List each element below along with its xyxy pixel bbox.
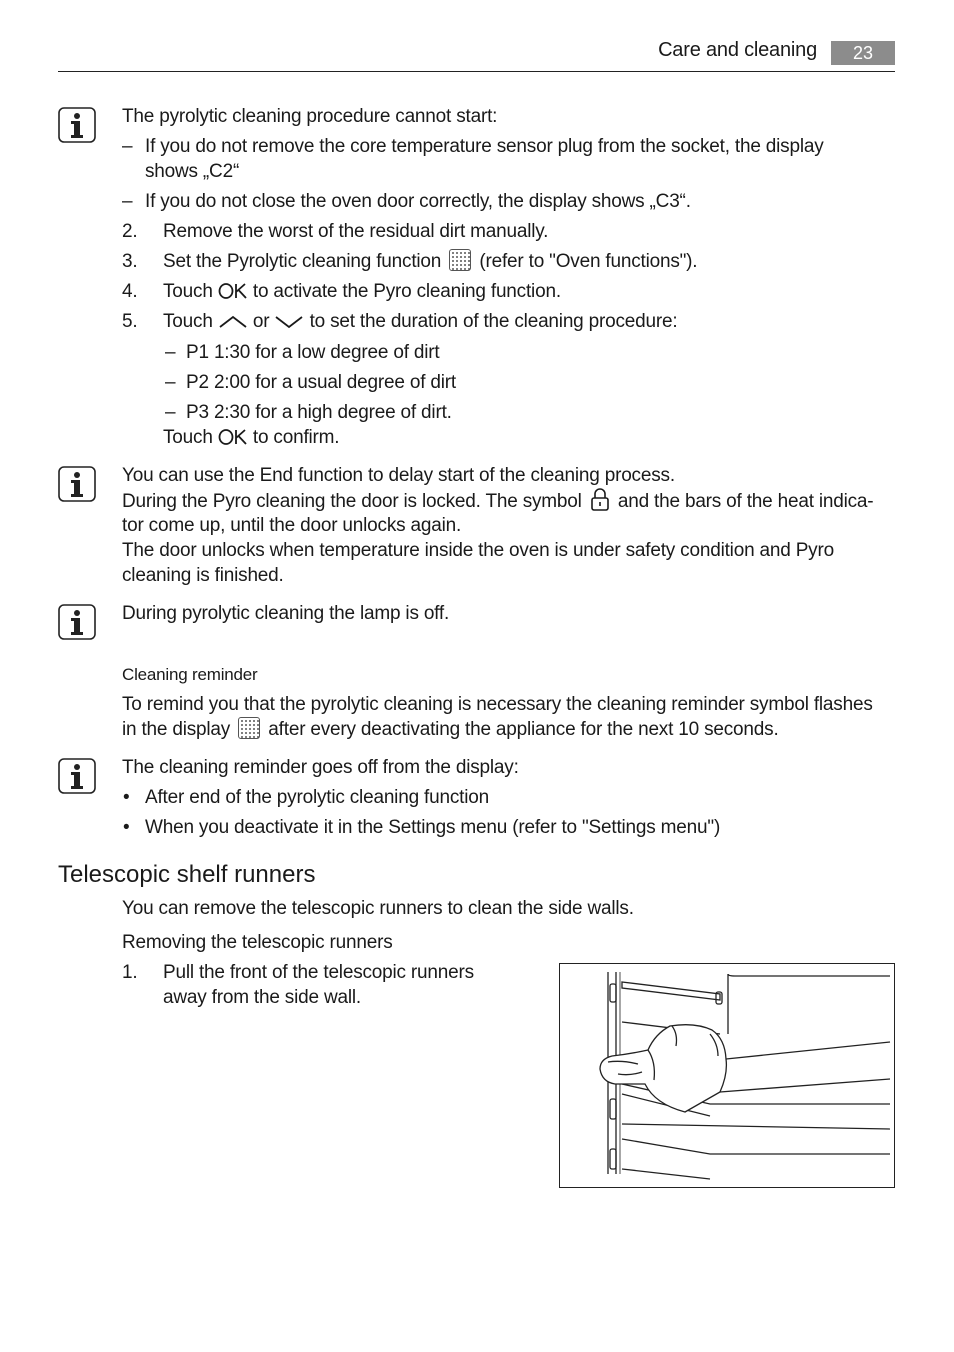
- program-item: [186, 370, 456, 395]
- telescopic-runner-illustration: [559, 963, 895, 1188]
- body-text: [122, 717, 779, 742]
- step-text-part: Set the Pyrolytic cleaning function: [163, 251, 442, 272]
- step-text: [163, 249, 697, 274]
- step-number: 1.: [122, 962, 138, 983]
- step-text-part: to activate the Pyro cleaning function.: [252, 281, 561, 302]
- program-code: P2: [186, 372, 209, 393]
- info-icon: [58, 466, 96, 502]
- program-text: 2:30 for a high degree of dirt.: [213, 402, 452, 423]
- note-text: You can use the End function to delay start of the cleaning process.: [122, 465, 675, 486]
- confirm-text: [163, 425, 339, 450]
- dash: –: [122, 136, 133, 157]
- dash: –: [165, 372, 176, 393]
- pyro-display-icon: [238, 717, 260, 739]
- chevron-down-icon: [274, 314, 304, 330]
- step-text: [163, 309, 677, 334]
- step-text: Pull the front of the telescopic runners: [163, 962, 474, 983]
- note-text: tor come up, until the door unlocks again.: [122, 515, 462, 536]
- program-text: 1:30 for a low degree of dirt: [213, 342, 440, 363]
- dash: –: [165, 342, 176, 363]
- step-number: 2.: [122, 221, 138, 242]
- note-text: During pyrolytic cleaning the lamp is off.: [122, 603, 450, 624]
- lock-icon: [590, 488, 610, 512]
- ok-icon: [218, 428, 248, 446]
- note-text: cleaning is finished.: [122, 565, 284, 586]
- step-text-part: Touch: [163, 427, 213, 448]
- list-item: After end of the pyrolytic cleaning function: [145, 787, 489, 808]
- subheading: Cleaning reminder: [122, 665, 258, 684]
- page-number: 23: [831, 41, 895, 65]
- info-icon: [58, 758, 96, 794]
- program-item: [186, 400, 452, 425]
- bullet: •: [123, 817, 130, 838]
- step-text: Remove the worst of the residual dirt manually.: [163, 221, 549, 242]
- info-icon: [58, 107, 96, 143]
- note-heading: The pyrolytic cleaning procedure cannot start:: [122, 106, 498, 127]
- program-code: P3: [186, 402, 209, 423]
- step-text-part: to confirm.: [252, 427, 340, 448]
- section-heading: Telescopic shelf runners: [58, 861, 316, 888]
- body-text: To remind you that the pyrolytic cleaning is necessary the cleaning reminder symbol flashes: [122, 694, 873, 715]
- program-item: [186, 340, 439, 365]
- body-text-part: in the display: [122, 719, 231, 740]
- ok-icon: [218, 282, 248, 300]
- step-text-part: to set the duration of the cleaning procedure:: [309, 311, 678, 332]
- note-text-part: and the bars of the heat indica-: [617, 491, 874, 512]
- chevron-up-icon: [218, 314, 248, 330]
- body-text: You can remove the telescopic runners to clean the side walls.: [122, 898, 634, 919]
- header-section-title: Care and cleaning: [658, 39, 817, 61]
- step-text: [163, 279, 561, 304]
- bullet: •: [123, 787, 130, 808]
- dash: –: [122, 191, 133, 212]
- step-number: 3.: [122, 251, 138, 272]
- subheading: Removing the telescopic runners: [122, 932, 393, 953]
- step-number: 5.: [122, 311, 138, 332]
- note-text-part: During the Pyro cleaning the door is locked. The symbol: [122, 491, 582, 512]
- pyro-display-icon: [449, 249, 471, 271]
- note-text: The door unlocks when temperature inside the oven is under safety condition and Pyro: [122, 540, 834, 561]
- note-text: [122, 488, 873, 514]
- note-heading: The cleaning reminder goes off from the display:: [122, 757, 519, 778]
- step-text-part: (refer to "Oven functions").: [479, 251, 698, 272]
- header-rule: [58, 71, 895, 72]
- list-item: shows „C2“: [145, 161, 240, 182]
- step-text-part: Touch: [163, 281, 213, 302]
- body-text-part: after every deactivating the appliance for the next 10 seconds.: [268, 719, 779, 740]
- list-item: If you do not remove the core temperature sensor plug from the socket, the display: [145, 136, 824, 157]
- program-text: 2:00 for a usual degree of dirt: [213, 372, 456, 393]
- step-number: 4.: [122, 281, 138, 302]
- info-icon: [58, 604, 96, 640]
- program-code: P1: [186, 342, 209, 363]
- step-text: away from the side wall.: [163, 987, 361, 1008]
- step-text-part: Touch: [163, 311, 213, 332]
- list-item: If you do not close the oven door correctly, the display shows „C3“.: [145, 191, 691, 212]
- step-text-part: or: [252, 311, 270, 332]
- list-item: When you deactivate it in the Settings menu (refer to "Settings menu"): [145, 817, 721, 838]
- dash: –: [165, 402, 176, 423]
